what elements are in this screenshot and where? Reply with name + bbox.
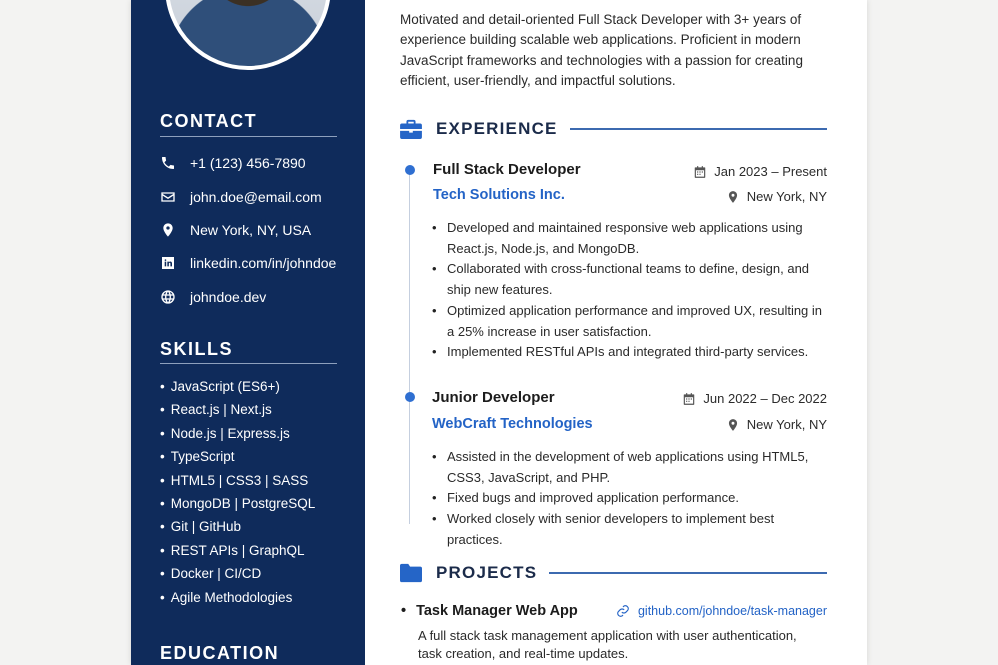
contact-phone [160,153,306,173]
folder-icon [400,563,422,583]
job-bullet: • Developed and maintained responsive web applications using React.js, Node.js, and MongoDB. [431,218,831,259]
experience-divider [570,128,827,130]
globe-icon [160,289,176,305]
job-location [726,417,827,432]
job-bullet: • Assisted in the development of web applications using HTML5, CSS3, JavaScript, and PHP. [431,447,831,488]
experience-title: EXPERIENCE [436,119,558,138]
contact-location [160,220,311,240]
calendar-icon [693,165,707,179]
location-text: New York, NY, USA [190,222,312,238]
job-title: Junior Developer [432,389,555,406]
job-bullet: • Worked closely with senior developers to implement best practices. [431,509,831,550]
contact-website [160,287,266,307]
main-content [365,0,867,665]
company-name: WebCraft Technologies [432,416,593,432]
email-text[interactable]: john.doe@email.com [190,189,322,205]
skills-list [160,378,315,612]
location-pin-icon [160,222,176,238]
job-bullet: • Optimized application performance and improved UX, resulting in a 25% increase in user satisfaction. [431,301,831,342]
contact-divider [160,136,337,137]
linkedin-icon [160,255,176,271]
job-bullet: • Fixed bugs and improved application performance. [431,488,831,509]
skill-item: • React.js | Next.js [160,401,315,424]
summary-text: Motivated and detail-oriented Full Stack Developer with 3+ years of experience building scalable web applications. Proficient in modern JavaScript frameworks and technologies with a passion for creating efficient, user-friendly, and impactful solutions. [400,12,803,88]
skill-item: • REST APIs | GraphQL [160,542,315,565]
job-bullet: • Collaborated with cross-functional teams to define, design, and ship new features. [431,259,831,300]
job-bullets [431,447,831,551]
calendar-icon [682,392,696,406]
timeline-dot [405,392,415,402]
projects-divider [549,572,827,574]
projects-title: PROJECTS [436,563,538,582]
location-pin-icon [726,190,740,204]
job-dates-text: Jun 2022 – Dec 2022 [703,391,827,406]
skill-item: • HTML5 | CSS3 | SASS [160,472,315,495]
job-location-text: New York, NY [746,417,827,432]
project-name: • Task Manager Web App [401,603,578,619]
skill-item: • Node.js | Express.js [160,425,315,448]
skill-item: • MongoDB | PostgreSQL [160,495,315,518]
briefcase-icon [400,119,422,139]
job-title: Full Stack Developer [433,161,581,178]
phone-text: +1 (123) 456-7890 [190,155,306,171]
website-text[interactable]: johndoe.dev [190,289,267,305]
skill-item: • Docker | CI/CD [160,565,315,588]
linkedin-text[interactable]: linkedin.com/in/johndoe [190,255,337,271]
project-description: A full stack task management application with user authentication, task creation, and real-time updates. [418,628,797,661]
timeline-line [409,172,410,524]
skill-item: • Git | GitHub [160,518,315,541]
contact-linkedin [160,253,336,273]
avatar [165,0,331,70]
job-dates [693,164,827,179]
skill-item: • Agile Methodologies [160,589,315,612]
timeline-dot [405,165,415,175]
job-location [726,189,827,204]
phone-icon [160,155,176,171]
sidebar [131,0,365,665]
job-dates-text: Jan 2023 – Present [714,164,827,179]
education-title: EDUCATION [160,643,280,663]
link-icon [616,604,630,618]
company-name: Tech Solutions Inc. [433,187,565,203]
skill-item: • JavaScript (ES6+) [160,378,315,401]
projects-header [400,563,827,583]
experience-header [400,119,827,139]
skills-divider [160,363,337,364]
project-link-text[interactable]: github.com/johndoe/task-manager [637,604,827,618]
skills-title: SKILLS [160,339,234,359]
job-bullets [431,218,831,363]
job-location-text: New York, NY [746,189,827,204]
email-icon [160,189,176,205]
skill-item: • TypeScript [160,448,315,471]
job-dates [682,391,827,406]
resume-page [131,0,867,665]
job-bullet: • Implemented RESTful APIs and integrated third-party services. [431,342,831,363]
project-link[interactable] [616,604,827,618]
contact-title: CONTACT [160,111,258,131]
location-pin-icon [726,418,740,432]
contact-email [160,187,322,207]
